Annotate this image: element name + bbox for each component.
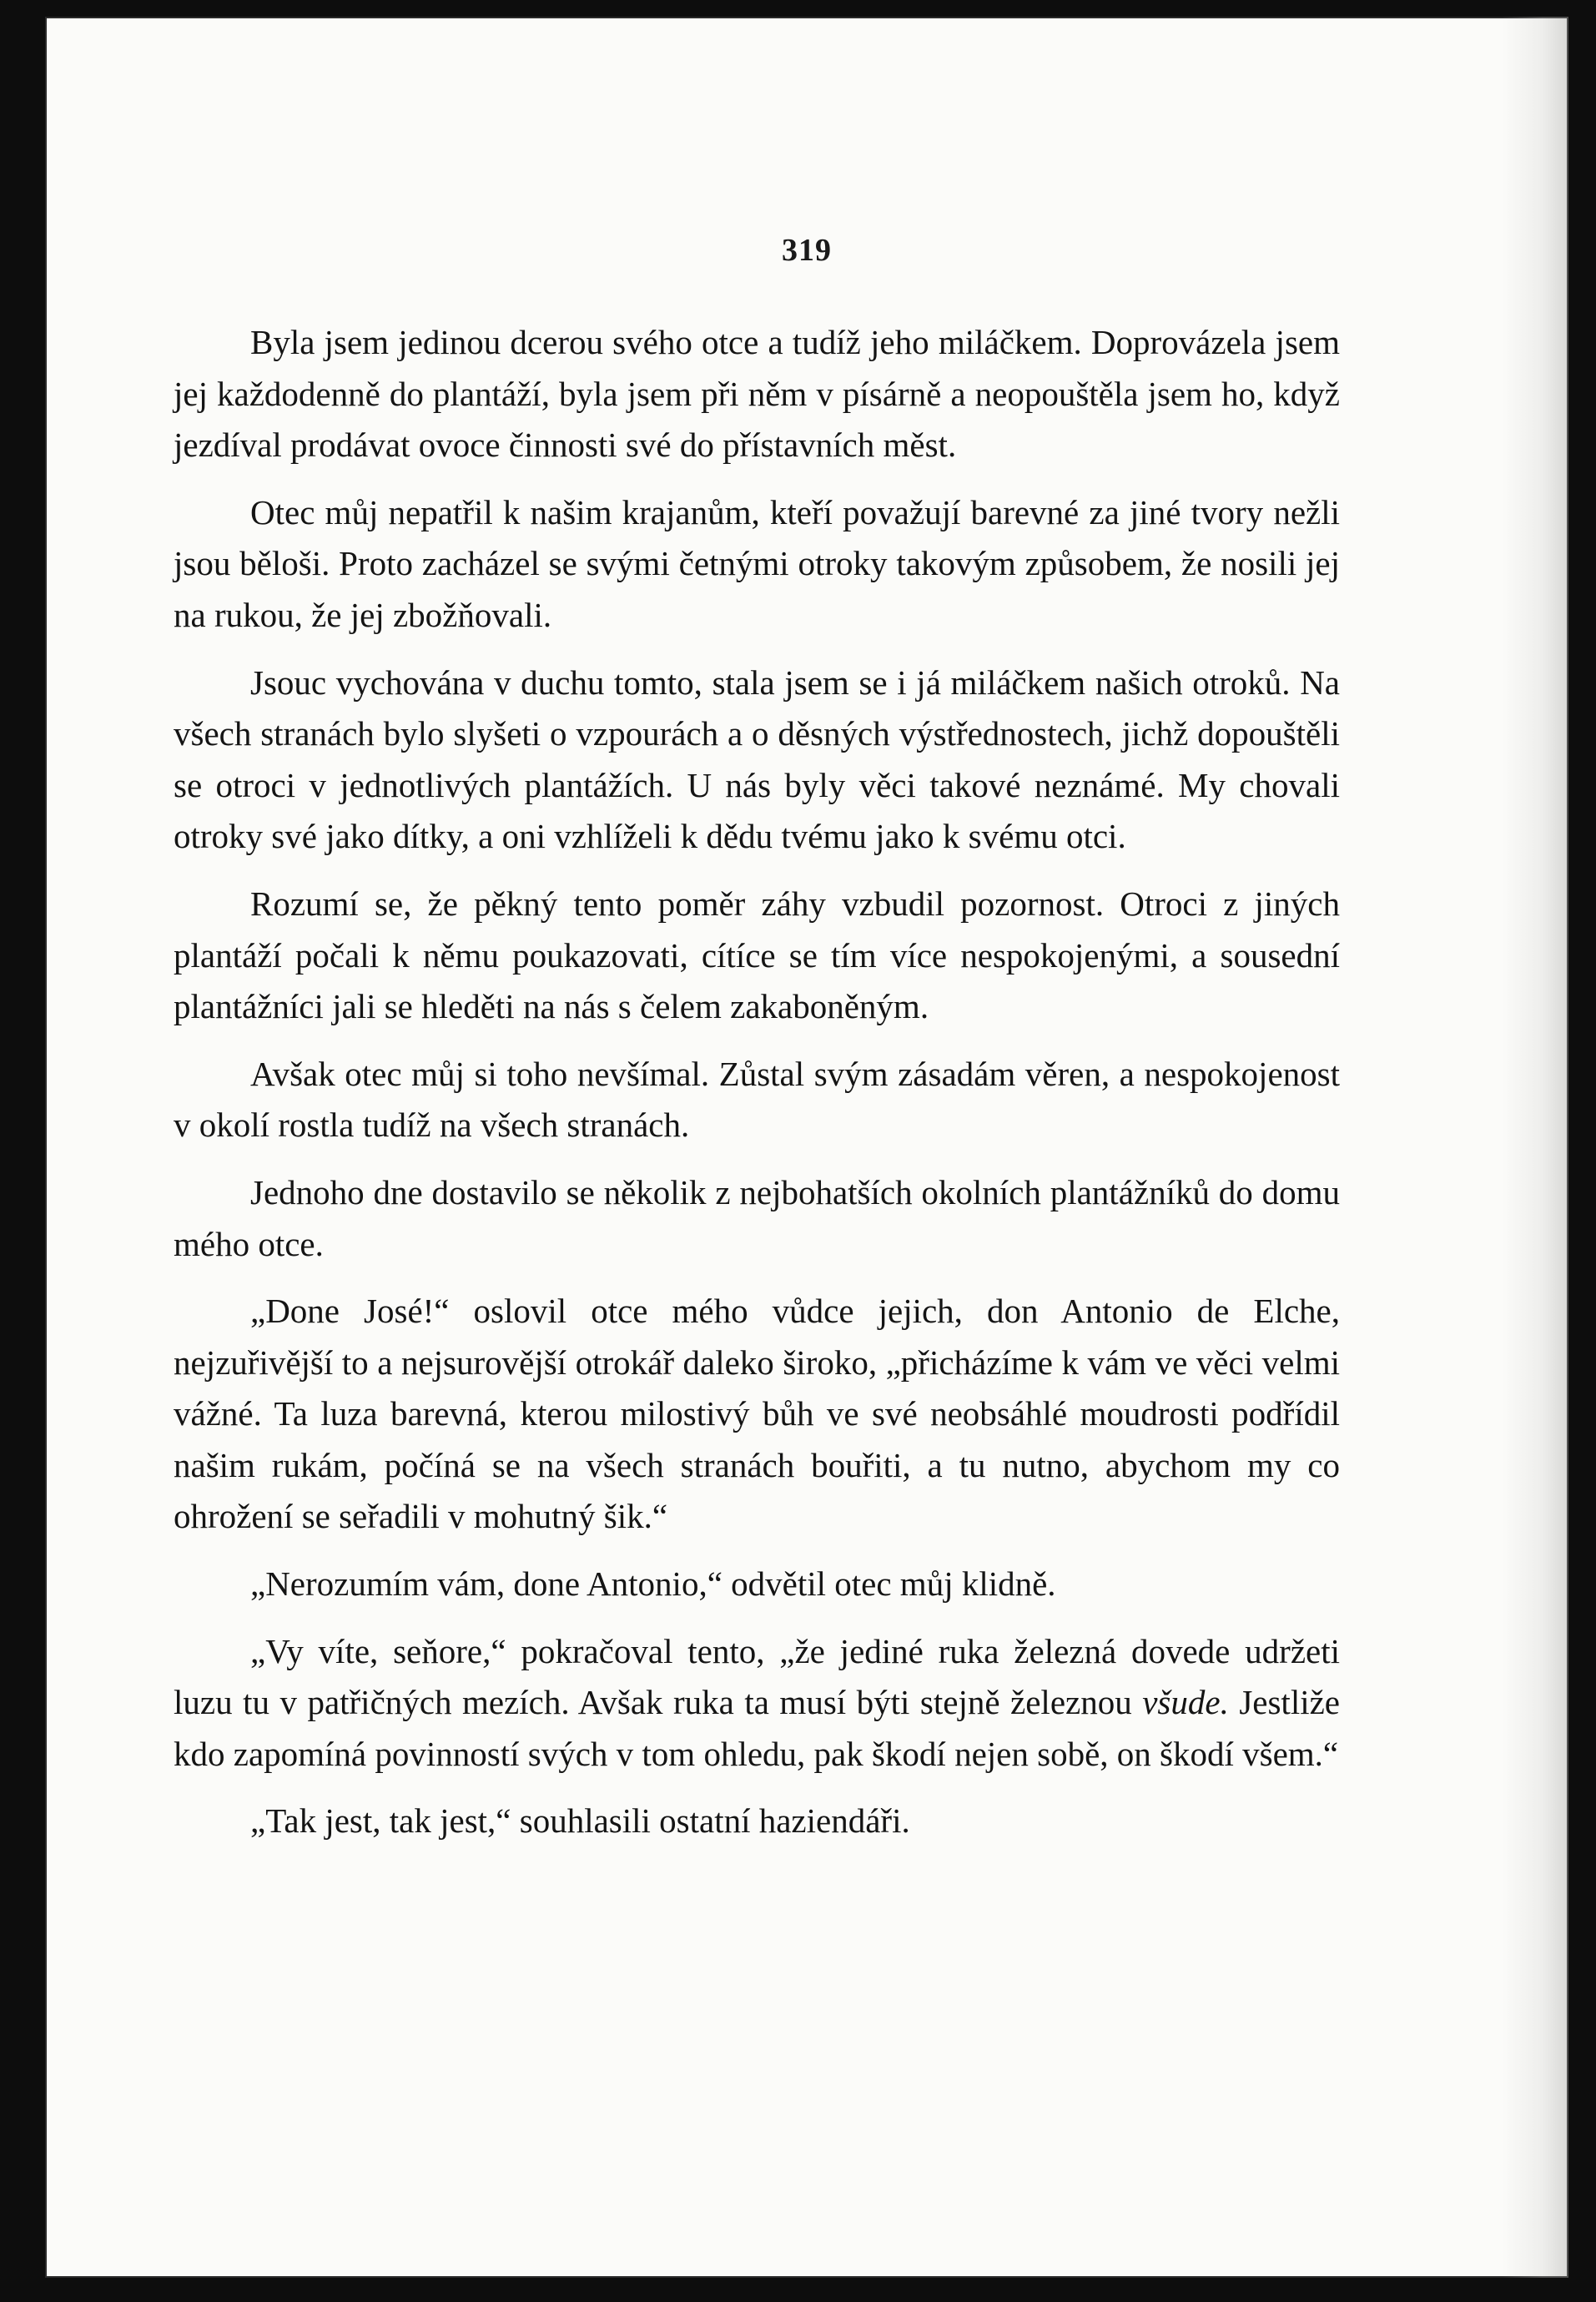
paragraph-6: Jednoho dne dostavilo se několik z nejbohatších okolních plantážníků do domu mého otce. [174, 1172, 1340, 1263]
paragraph-7: „Done José!“ oslovil otce mého vůdce jejich, don Antonio de Elche, nejzuřivější to a nejsurovější otrokář daleko široko, „přicházíme k vám ve věci velmi vážné. Ta luza barevná, kterou milostivý bůh ve své neobsáhlé moudrosti podřídil našim rukám, počíná se na všech stranách bouřiti, a tu nutno, abychom my co ohrožení se seřadili v mohutný šik.“ [174, 1292, 1340, 1536]
paragraph-2: Otec můj nepatřil k našim krajanům, kteří považují barevné za jiné tvory nežli jsou běloši. Proto zacházel se svými četnými otroky takovým způsobem, že nosili jej na rukou, že jej zbožňovali. [174, 492, 1340, 634]
page-number: 319 [782, 233, 832, 268]
paragraph-8: „Nerozumím vám, done Antonio,“ odvětil otec můj klidně. [250, 1564, 1056, 1604]
paragraph-4: Rozumí se, že pěkný tento poměr záhy vzbudil pozornost. Otroci z jiných plantáží počali k němu poukazovati, cítíce se tím více nespokojenými, a sousední plantážníci jali se hleděti na nás s čelem zakaboněným. [174, 884, 1340, 1026]
emphasis-vsude: všude. [1142, 1683, 1229, 1722]
paragraph-1: Byla jsem jedinou dcerou svého otce a tudíž jeho miláčkem. Doprovázela jsem jej každodenně do plantáží, byla jsem při něm v písárně a neopouštěla jsem ho, když jezdíval prodávat ovoce činnosti své do přístavních měst. [174, 323, 1340, 465]
body-text [174, 317, 1340, 1863]
book-page [45, 17, 1568, 2278]
paragraph-9-end: Jestliže kdo zapomíná povinností svých v tom ohledu, pak škodí nejen sobě, on škodí všem.“ [174, 1683, 1340, 1773]
paragraph-5: Avšak otec můj si toho nevšímal. Zůstal svým zásadám věren, a nespokojenost v okolí rostla tudíž na všech stranách. [174, 1054, 1340, 1145]
paragraph-10: „Tak jest, tak jest,“ souhlasili ostatní haziendáři. [250, 1801, 910, 1841]
page-edge-shadow [1502, 17, 1568, 2278]
paragraph-9-start: „Vy víte, seňore,“ pokračoval tento, „že jediné ruka železná dovede udržeti luzu tu v patřičných mezích. Avšak ruka ta musí býti stejně železnou [174, 1631, 1340, 1722]
paragraph-9 [174, 1626, 1340, 1781]
paragraph-3: Jsouc vychována v duchu tomto, stala jsem se i já miláčkem našich otroků. Na všech stranách bylo slyšeti o vzpourách a o děsných výstřednostech, jichž dopouštěli se otroci v jednotlivých plantážích. U nás byly věci takové neznámé. My chovali otroky své jako dítky, a oni vzhlíželi k dědu tvému jako k svému otci. [174, 662, 1340, 856]
